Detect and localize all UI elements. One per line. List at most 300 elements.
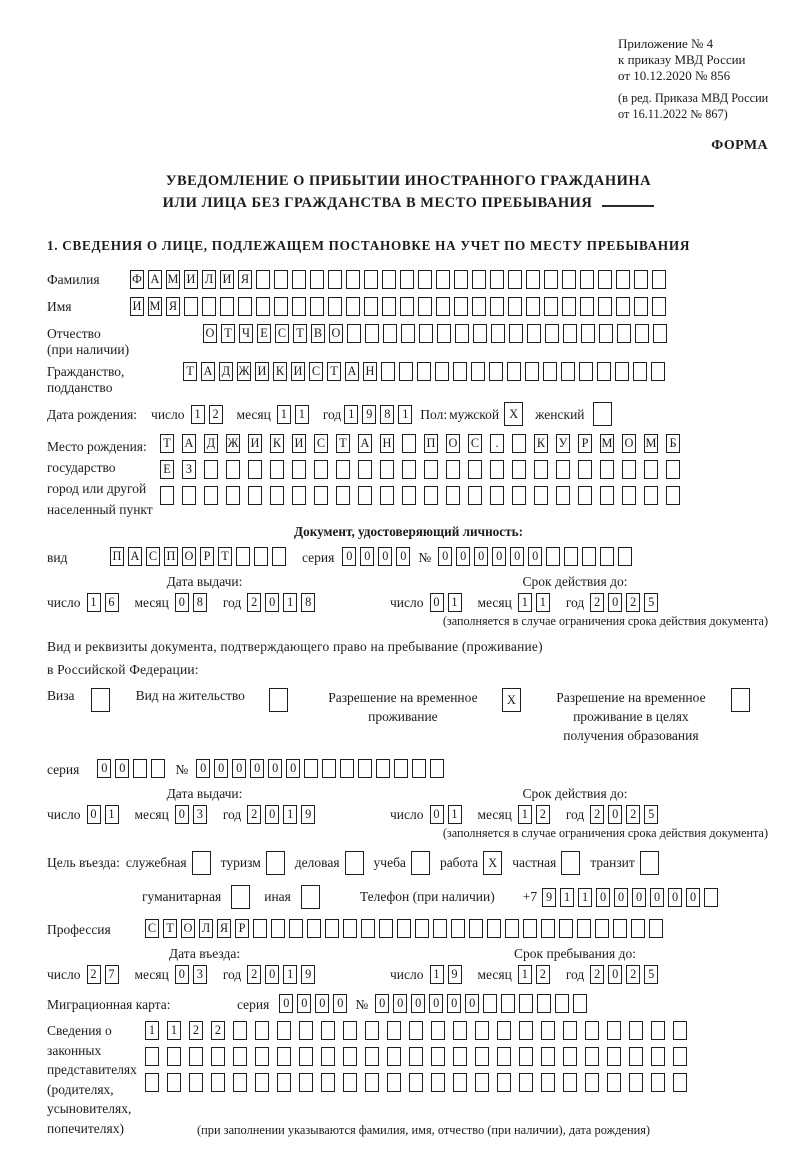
- char-box[interactable]: 9: [301, 965, 315, 984]
- char-box[interactable]: [508, 297, 522, 316]
- char-box[interactable]: 2: [189, 1021, 203, 1040]
- char-box[interactable]: 0: [214, 759, 228, 778]
- char-box[interactable]: [145, 1073, 159, 1092]
- char-box[interactable]: [424, 460, 438, 479]
- char-box[interactable]: [472, 297, 486, 316]
- purpose-private-checkbox[interactable]: [561, 851, 584, 875]
- char-box[interactable]: [563, 324, 577, 343]
- char-box[interactable]: [400, 297, 414, 316]
- char-box[interactable]: [255, 1021, 269, 1040]
- char-box[interactable]: Я: [217, 919, 231, 938]
- res-valid-day-field[interactable]: [430, 805, 466, 824]
- issue-day-field[interactable]: [87, 593, 123, 612]
- char-box[interactable]: [204, 460, 218, 479]
- char-box[interactable]: 2: [211, 1021, 225, 1040]
- char-box[interactable]: 1: [448, 805, 462, 824]
- char-box[interactable]: [376, 759, 390, 778]
- char-box[interactable]: [579, 362, 593, 381]
- char-box[interactable]: [585, 1073, 599, 1092]
- char-box[interactable]: [731, 688, 750, 712]
- stay-year-field[interactable]: [590, 965, 662, 984]
- char-box[interactable]: М: [600, 434, 614, 453]
- char-box[interactable]: 1: [518, 965, 532, 984]
- char-box[interactable]: .: [490, 434, 504, 453]
- char-box[interactable]: [490, 270, 504, 289]
- char-box[interactable]: 1: [295, 405, 309, 424]
- char-box[interactable]: 0: [411, 994, 425, 1013]
- char-box[interactable]: [634, 297, 648, 316]
- char-box[interactable]: 1: [167, 1021, 181, 1040]
- char-box[interactable]: [666, 486, 680, 505]
- char-box[interactable]: 0: [87, 805, 101, 824]
- char-box[interactable]: О: [203, 324, 217, 343]
- char-box[interactable]: [379, 919, 393, 938]
- char-box[interactable]: 1: [518, 805, 532, 824]
- char-box[interactable]: [133, 759, 147, 778]
- char-box[interactable]: [673, 1047, 687, 1066]
- char-box[interactable]: [409, 1021, 423, 1040]
- res-series-field[interactable]: [97, 759, 169, 778]
- char-box[interactable]: [490, 297, 504, 316]
- char-box[interactable]: Л: [199, 919, 213, 938]
- char-box[interactable]: [397, 919, 411, 938]
- char-box[interactable]: 8: [193, 593, 207, 612]
- char-box[interactable]: 3: [193, 805, 207, 824]
- char-box[interactable]: 0: [596, 888, 610, 907]
- char-box[interactable]: [501, 994, 515, 1013]
- representatives-row-2[interactable]: [145, 1047, 695, 1066]
- char-box[interactable]: [561, 851, 580, 875]
- char-box[interactable]: [358, 486, 372, 505]
- char-box[interactable]: [564, 547, 578, 566]
- res-number-field[interactable]: [196, 759, 448, 778]
- char-box[interactable]: [453, 362, 467, 381]
- char-box[interactable]: А: [148, 270, 162, 289]
- char-box[interactable]: [556, 486, 570, 505]
- valid-day-field[interactable]: [430, 593, 466, 612]
- char-box[interactable]: М: [644, 434, 658, 453]
- char-box[interactable]: [505, 919, 519, 938]
- char-box[interactable]: Ж: [226, 434, 240, 453]
- char-box[interactable]: X: [504, 402, 523, 426]
- char-box[interactable]: [248, 486, 262, 505]
- char-box[interactable]: [622, 460, 636, 479]
- char-box[interactable]: 2: [536, 805, 550, 824]
- char-box[interactable]: [433, 919, 447, 938]
- char-box[interactable]: [615, 362, 629, 381]
- char-box[interactable]: 0: [265, 965, 279, 984]
- char-box[interactable]: [523, 919, 537, 938]
- char-box[interactable]: [145, 1047, 159, 1066]
- char-box[interactable]: 0: [608, 593, 622, 612]
- char-box[interactable]: [236, 547, 250, 566]
- char-box[interactable]: [402, 460, 416, 479]
- char-box[interactable]: [430, 759, 444, 778]
- char-box[interactable]: [600, 460, 614, 479]
- char-box[interactable]: Д: [219, 362, 233, 381]
- char-box[interactable]: [453, 1073, 467, 1092]
- char-box[interactable]: 0: [430, 593, 444, 612]
- char-box[interactable]: 0: [456, 547, 470, 566]
- purpose-humanitarian-checkbox[interactable]: [231, 885, 254, 909]
- char-box[interactable]: У: [556, 434, 570, 453]
- birthplace-row-2[interactable]: [160, 460, 688, 479]
- char-box[interactable]: [304, 759, 318, 778]
- char-box[interactable]: 6: [105, 593, 119, 612]
- char-box[interactable]: X: [502, 688, 521, 712]
- char-box[interactable]: [399, 362, 413, 381]
- char-box[interactable]: П: [110, 547, 124, 566]
- char-box[interactable]: [437, 324, 451, 343]
- char-box[interactable]: [487, 919, 501, 938]
- char-box[interactable]: Ф: [130, 270, 144, 289]
- char-box[interactable]: 1: [560, 888, 574, 907]
- char-box[interactable]: К: [270, 434, 284, 453]
- char-box[interactable]: Т: [221, 324, 235, 343]
- char-box[interactable]: [361, 919, 375, 938]
- char-box[interactable]: 0: [429, 994, 443, 1013]
- char-box[interactable]: [563, 1021, 577, 1040]
- char-box[interactable]: [272, 547, 286, 566]
- char-box[interactable]: 0: [378, 547, 392, 566]
- char-box[interactable]: [254, 547, 268, 566]
- char-box[interactable]: 0: [632, 888, 646, 907]
- char-box[interactable]: [541, 1021, 555, 1040]
- res-issue-year-field[interactable]: [247, 805, 319, 824]
- char-box[interactable]: [226, 486, 240, 505]
- char-box[interactable]: [600, 547, 614, 566]
- char-box[interactable]: [652, 297, 666, 316]
- char-box[interactable]: К: [273, 362, 287, 381]
- char-box[interactable]: Б: [666, 434, 680, 453]
- char-box[interactable]: [382, 270, 396, 289]
- char-box[interactable]: [585, 1021, 599, 1040]
- char-box[interactable]: 0: [686, 888, 700, 907]
- char-box[interactable]: 1: [578, 888, 592, 907]
- purpose-work-checkbox[interactable]: [483, 851, 506, 875]
- char-box[interactable]: [314, 460, 328, 479]
- char-box[interactable]: [277, 1073, 291, 1092]
- char-box[interactable]: [446, 486, 460, 505]
- char-box[interactable]: Ж: [237, 362, 251, 381]
- char-box[interactable]: [635, 324, 649, 343]
- edu-residence-checkbox[interactable]: [721, 688, 754, 712]
- char-box[interactable]: [534, 460, 548, 479]
- char-box[interactable]: И: [220, 270, 234, 289]
- profession-field[interactable]: [145, 919, 667, 938]
- char-box[interactable]: С: [468, 434, 482, 453]
- char-box[interactable]: [277, 1047, 291, 1066]
- char-box[interactable]: [618, 547, 632, 566]
- char-box[interactable]: [651, 1047, 665, 1066]
- char-box[interactable]: О: [446, 434, 460, 453]
- char-box[interactable]: [497, 1021, 511, 1040]
- char-box[interactable]: [255, 1073, 269, 1092]
- char-box[interactable]: [431, 1073, 445, 1092]
- temp-residence-checkbox[interactable]: [492, 688, 525, 712]
- char-box[interactable]: 2: [247, 593, 261, 612]
- char-box[interactable]: 5: [644, 593, 658, 612]
- char-box[interactable]: [451, 919, 465, 938]
- char-box[interactable]: [453, 1021, 467, 1040]
- char-box[interactable]: [387, 1073, 401, 1092]
- char-box[interactable]: X: [483, 851, 502, 875]
- char-box[interactable]: [301, 885, 320, 909]
- char-box[interactable]: [537, 994, 551, 1013]
- char-box[interactable]: В: [311, 324, 325, 343]
- char-box[interactable]: 0: [175, 805, 189, 824]
- char-box[interactable]: 9: [448, 965, 462, 984]
- issue-year-field[interactable]: [247, 593, 319, 612]
- char-box[interactable]: [543, 362, 557, 381]
- char-box[interactable]: [274, 270, 288, 289]
- char-box[interactable]: [607, 1021, 621, 1040]
- char-box[interactable]: [541, 919, 555, 938]
- char-box[interactable]: 0: [465, 994, 479, 1013]
- char-box[interactable]: [600, 486, 614, 505]
- char-box[interactable]: [546, 547, 560, 566]
- char-box[interactable]: [629, 1073, 643, 1092]
- char-box[interactable]: [415, 919, 429, 938]
- char-box[interactable]: [512, 434, 526, 453]
- char-box[interactable]: Я: [166, 297, 180, 316]
- char-box[interactable]: [585, 1047, 599, 1066]
- char-box[interactable]: [578, 486, 592, 505]
- purpose-tourism-checkbox[interactable]: [266, 851, 289, 875]
- char-box[interactable]: [509, 324, 523, 343]
- char-box[interactable]: 0: [393, 994, 407, 1013]
- char-box[interactable]: [446, 460, 460, 479]
- char-box[interactable]: [231, 885, 250, 909]
- birth-year-field[interactable]: [344, 405, 416, 424]
- char-box[interactable]: [489, 362, 503, 381]
- char-box[interactable]: [455, 324, 469, 343]
- char-box[interactable]: 9: [542, 888, 556, 907]
- char-box[interactable]: [599, 324, 613, 343]
- char-box[interactable]: [358, 460, 372, 479]
- char-box[interactable]: [380, 486, 394, 505]
- char-box[interactable]: [454, 297, 468, 316]
- char-box[interactable]: [490, 460, 504, 479]
- char-box[interactable]: [325, 919, 339, 938]
- char-box[interactable]: [400, 270, 414, 289]
- char-box[interactable]: 0: [342, 547, 356, 566]
- char-box[interactable]: 2: [590, 593, 604, 612]
- blank-underline[interactable]: [602, 195, 654, 207]
- char-box[interactable]: [364, 297, 378, 316]
- char-box[interactable]: [192, 851, 211, 875]
- char-box[interactable]: [622, 486, 636, 505]
- char-box[interactable]: [91, 688, 110, 712]
- char-box[interactable]: [409, 1073, 423, 1092]
- char-box[interactable]: [595, 919, 609, 938]
- birth-day-field[interactable]: [191, 405, 227, 424]
- char-box[interactable]: 8: [380, 405, 394, 424]
- char-box[interactable]: [562, 297, 576, 316]
- char-box[interactable]: [345, 851, 364, 875]
- char-box[interactable]: [292, 270, 306, 289]
- char-box[interactable]: [435, 362, 449, 381]
- purpose-transit-checkbox[interactable]: [640, 851, 663, 875]
- doc-number-field[interactable]: [438, 547, 636, 566]
- doc-kind-field[interactable]: [110, 547, 290, 566]
- char-box[interactable]: 0: [265, 593, 279, 612]
- char-box[interactable]: 9: [301, 805, 315, 824]
- citizenship-field[interactable]: [183, 362, 669, 381]
- char-box[interactable]: О: [329, 324, 343, 343]
- char-box[interactable]: [607, 1073, 621, 1092]
- char-box[interactable]: [358, 759, 372, 778]
- char-box[interactable]: 2: [247, 965, 261, 984]
- valid-year-field[interactable]: [590, 593, 662, 612]
- char-box[interactable]: [292, 460, 306, 479]
- purpose-business-checkbox[interactable]: [192, 851, 215, 875]
- char-box[interactable]: [704, 888, 718, 907]
- char-box[interactable]: [471, 362, 485, 381]
- char-box[interactable]: [204, 486, 218, 505]
- purpose-other-checkbox[interactable]: [301, 885, 324, 909]
- residence-permit-checkbox[interactable]: [259, 688, 292, 712]
- char-box[interactable]: [151, 759, 165, 778]
- char-box[interactable]: [526, 297, 540, 316]
- entry-month-field[interactable]: [175, 965, 211, 984]
- char-box[interactable]: [651, 1021, 665, 1040]
- char-box[interactable]: [473, 324, 487, 343]
- char-box[interactable]: [534, 486, 548, 505]
- char-box[interactable]: [310, 270, 324, 289]
- char-box[interactable]: Л: [202, 270, 216, 289]
- char-box[interactable]: Т: [160, 434, 174, 453]
- char-box[interactable]: 8: [301, 593, 315, 612]
- char-box[interactable]: [544, 297, 558, 316]
- res-valid-year-field[interactable]: [590, 805, 662, 824]
- char-box[interactable]: С: [145, 919, 159, 938]
- char-box[interactable]: [649, 919, 663, 938]
- char-box[interactable]: [321, 1047, 335, 1066]
- char-box[interactable]: [436, 297, 450, 316]
- char-box[interactable]: [343, 1073, 357, 1092]
- char-box[interactable]: 0: [250, 759, 264, 778]
- char-box[interactable]: [412, 759, 426, 778]
- res-issue-day-field[interactable]: [87, 805, 123, 824]
- char-box[interactable]: [578, 460, 592, 479]
- char-box[interactable]: [468, 460, 482, 479]
- char-box[interactable]: О: [182, 547, 196, 566]
- char-box[interactable]: [411, 851, 430, 875]
- char-box[interactable]: [629, 1021, 643, 1040]
- char-box[interactable]: Р: [578, 434, 592, 453]
- char-box[interactable]: [544, 270, 558, 289]
- char-box[interactable]: [189, 1073, 203, 1092]
- res-valid-month-field[interactable]: [518, 805, 554, 824]
- char-box[interactable]: 0: [175, 965, 189, 984]
- birthplace-row-1[interactable]: [160, 434, 688, 453]
- char-box[interactable]: [383, 324, 397, 343]
- char-box[interactable]: [483, 994, 497, 1013]
- char-box[interactable]: 2: [626, 965, 640, 984]
- char-box[interactable]: [573, 994, 587, 1013]
- entry-day-field[interactable]: [87, 965, 123, 984]
- char-box[interactable]: 0: [315, 994, 329, 1013]
- char-box[interactable]: [559, 919, 573, 938]
- char-box[interactable]: [343, 1021, 357, 1040]
- char-box[interactable]: [255, 1047, 269, 1066]
- char-box[interactable]: 2: [247, 805, 261, 824]
- char-box[interactable]: [519, 1047, 533, 1066]
- char-box[interactable]: 2: [87, 965, 101, 984]
- char-box[interactable]: [593, 402, 612, 426]
- char-box[interactable]: [211, 1047, 225, 1066]
- char-box[interactable]: [634, 270, 648, 289]
- char-box[interactable]: А: [201, 362, 215, 381]
- char-box[interactable]: [497, 1073, 511, 1092]
- char-box[interactable]: [563, 1047, 577, 1066]
- char-box[interactable]: Я: [238, 270, 252, 289]
- char-box[interactable]: 3: [193, 965, 207, 984]
- char-box[interactable]: [167, 1047, 181, 1066]
- char-box[interactable]: [202, 297, 216, 316]
- representatives-row-1[interactable]: [145, 1021, 695, 1040]
- char-box[interactable]: [292, 297, 306, 316]
- char-box[interactable]: 1: [283, 593, 297, 612]
- char-box[interactable]: [597, 362, 611, 381]
- char-box[interactable]: 0: [396, 547, 410, 566]
- purpose-commercial-checkbox[interactable]: [345, 851, 368, 875]
- char-box[interactable]: [248, 460, 262, 479]
- char-box[interactable]: [220, 297, 234, 316]
- char-box[interactable]: И: [248, 434, 262, 453]
- char-box[interactable]: [651, 1073, 665, 1092]
- firstname-field[interactable]: [130, 297, 670, 316]
- char-box[interactable]: [526, 270, 540, 289]
- char-box[interactable]: [270, 486, 284, 505]
- char-box[interactable]: Т: [183, 362, 197, 381]
- char-box[interactable]: [381, 362, 395, 381]
- char-box[interactable]: 2: [209, 405, 223, 424]
- char-box[interactable]: С: [275, 324, 289, 343]
- char-box[interactable]: [475, 1047, 489, 1066]
- char-box[interactable]: 1: [536, 593, 550, 612]
- char-box[interactable]: [561, 362, 575, 381]
- char-box[interactable]: [418, 270, 432, 289]
- char-box[interactable]: [402, 486, 416, 505]
- char-box[interactable]: [226, 460, 240, 479]
- char-box[interactable]: [644, 460, 658, 479]
- stay-month-field[interactable]: [518, 965, 554, 984]
- char-box[interactable]: [616, 297, 630, 316]
- char-box[interactable]: 2: [536, 965, 550, 984]
- char-box[interactable]: [475, 1073, 489, 1092]
- char-box[interactable]: [365, 1073, 379, 1092]
- char-box[interactable]: [507, 362, 521, 381]
- char-box[interactable]: [512, 460, 526, 479]
- char-box[interactable]: [387, 1047, 401, 1066]
- char-box[interactable]: [629, 1047, 643, 1066]
- char-box[interactable]: [673, 1021, 687, 1040]
- char-box[interactable]: 5: [644, 805, 658, 824]
- char-box[interactable]: [299, 1047, 313, 1066]
- char-box[interactable]: [343, 1047, 357, 1066]
- char-box[interactable]: [256, 270, 270, 289]
- char-box[interactable]: [336, 486, 350, 505]
- purpose-study-checkbox[interactable]: [411, 851, 434, 875]
- char-box[interactable]: 0: [279, 994, 293, 1013]
- char-box[interactable]: 0: [430, 805, 444, 824]
- char-box[interactable]: [346, 270, 360, 289]
- char-box[interactable]: Д: [204, 434, 218, 453]
- char-box[interactable]: [189, 1047, 203, 1066]
- char-box[interactable]: М: [166, 270, 180, 289]
